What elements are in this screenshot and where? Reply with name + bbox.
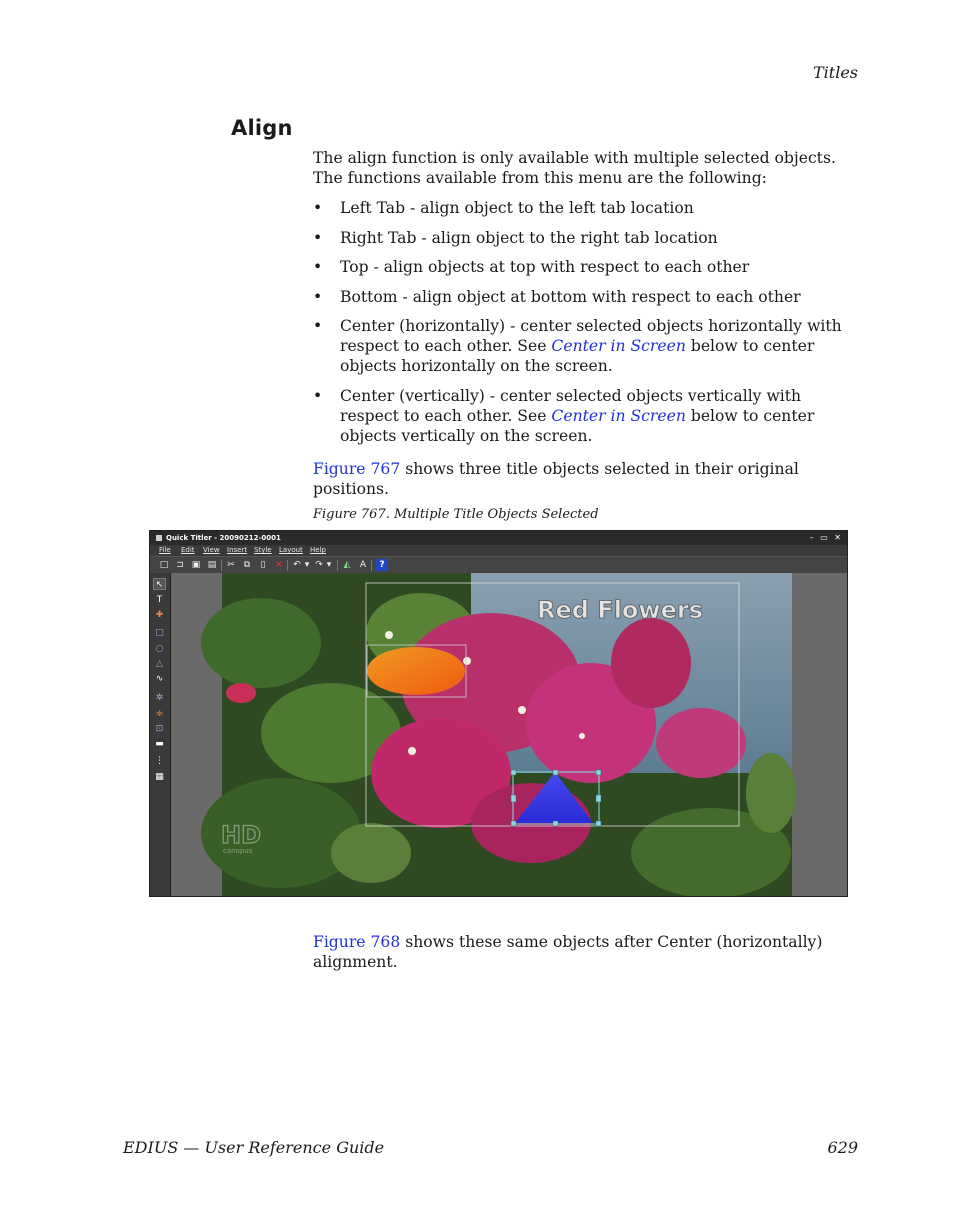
window-controls — [806, 531, 841, 545]
menu-edit[interactable]: Edit — [181, 546, 195, 554]
bullet-text: below to center objects horizontally on the screen. — [340, 337, 815, 375]
figure-reference — [313, 932, 861, 972]
delete-icon[interactable]: ✕ — [275, 560, 283, 570]
list-item — [313, 386, 861, 446]
new-icon[interactable]: □ — [159, 560, 169, 570]
reference-text: shows these same objects after Center (horizontally) alignment. — [313, 933, 823, 971]
footer-title: EDIUS — User Reference Guide — [123, 1138, 385, 1157]
canvas-svg — [171, 573, 847, 896]
background-photo — [201, 573, 796, 896]
menu-bar — [150, 545, 847, 556]
figure-768-link[interactable]: Figure 768 — [313, 933, 401, 951]
line-tool-icon[interactable]: ∿ — [155, 674, 164, 684]
list-item — [313, 257, 861, 277]
figure-caption: Figure 767. Multiple Title Objects Selected — [313, 507, 599, 522]
bullet-text: Right Tab - align object to the right tab location — [340, 228, 718, 247]
redo-icon[interactable]: ↷ — [315, 560, 323, 570]
intro-paragraph: The align function is only available with multiple selected objects. The functions available from this menu are the following: — [313, 149, 836, 187]
save-as-icon[interactable]: ▤ — [207, 560, 217, 570]
spell-check-icon[interactable]: A — [359, 560, 367, 570]
running-head: Titles — [812, 63, 858, 82]
bullet-text: Bottom - align object at bottom with respect to each other — [340, 287, 801, 306]
svg-text:canopus: canopus — [223, 847, 253, 855]
help-icon[interactable]: ? — [376, 559, 388, 571]
open-icon[interactable]: ⊐ — [176, 560, 184, 570]
undo-icon[interactable]: ↶ — [293, 560, 301, 570]
toolbar-divider — [337, 560, 338, 571]
reference-text: shows three title objects selected in their original positions. — [313, 460, 799, 498]
ellipse-tool-icon[interactable]: ○ — [155, 644, 164, 654]
toolbar-divider — [287, 560, 288, 571]
center-tool-icon[interactable]: ⊡ — [155, 724, 164, 734]
window-titlebar — [150, 531, 847, 545]
menu-insert[interactable]: Insert — [227, 546, 248, 554]
maximize-icon[interactable]: ▭ — [820, 533, 828, 542]
title-canvas[interactable] — [171, 573, 847, 896]
list-item — [313, 287, 861, 307]
bullet-text: Center (horizontally) - center selected objects horizontally with respect to each other. See — [340, 317, 842, 355]
object-toolbar — [150, 573, 171, 896]
center-in-screen-link[interactable]: Center in Screen — [551, 337, 686, 355]
close-icon[interactable]: ✕ — [834, 533, 841, 542]
chevron-down-icon[interactable]: ▾ — [304, 560, 310, 570]
save-icon[interactable]: ▣ — [191, 560, 201, 570]
figure-reference — [313, 459, 861, 499]
group-tool-icon[interactable]: ▬ — [155, 739, 164, 749]
toolbar-divider — [371, 560, 372, 571]
grid-tool-icon[interactable]: ⋮ — [155, 756, 164, 766]
menu-help[interactable]: Help — [310, 546, 326, 554]
list-item — [313, 228, 861, 248]
bullet-text: Top - align objects at top with respect to each other — [340, 258, 750, 276]
title-text-object[interactable]: Red Flowers — [537, 596, 703, 624]
menu-layout[interactable]: Layout — [279, 546, 303, 554]
app-icon — [156, 535, 162, 541]
align-options-list — [313, 198, 861, 455]
figure-767-link[interactable]: Figure 767 — [313, 460, 401, 478]
chevron-down-icon[interactable]: ▾ — [326, 560, 332, 570]
svg-text:HD: HD — [221, 821, 262, 849]
rectangle-tool-icon[interactable]: □ — [155, 628, 164, 638]
quick-titler-screenshot — [149, 530, 848, 897]
copy-icon[interactable]: ⧉ — [243, 560, 251, 570]
text-tool-icon[interactable]: T — [156, 595, 163, 605]
bullet-text: Center (vertically) - center selected objects vertically with respect to each other. See — [340, 386, 802, 425]
page-number: 629 — [827, 1138, 858, 1157]
preview-icon[interactable]: ◭ — [343, 560, 351, 570]
menu-style[interactable]: Style — [254, 546, 272, 554]
menu-file[interactable]: File — [159, 546, 171, 554]
menu-view[interactable]: View — [203, 546, 220, 554]
list-item — [313, 198, 861, 218]
image-tool-icon[interactable]: ✚ — [155, 610, 164, 620]
bullet-text: below to center objects vertically on the screen. — [340, 406, 815, 445]
bullet-text: Left Tab - align object to the left tab location — [340, 199, 694, 217]
cut-icon[interactable]: ✂ — [227, 560, 235, 570]
center-in-screen-link[interactable]: Center in Screen — [551, 406, 686, 425]
list-item — [313, 316, 861, 376]
section-title: Align — [231, 116, 293, 140]
window-title: Quick Titler - 20090212-0001 — [166, 534, 281, 542]
toolbar-divider — [221, 560, 222, 571]
paste-icon[interactable]: ▯ — [260, 560, 266, 570]
select-tool-icon[interactable]: ↖ — [153, 578, 166, 590]
table-tool-icon[interactable]: ▦ — [155, 772, 164, 782]
align-tool-icon[interactable]: ≑ — [155, 709, 164, 719]
ellipse-object[interactable] — [367, 647, 465, 695]
minimize-icon[interactable]: – — [809, 533, 814, 542]
effect-tool-icon[interactable]: ✲ — [155, 693, 164, 703]
triangle-tool-icon[interactable]: △ — [156, 659, 163, 669]
